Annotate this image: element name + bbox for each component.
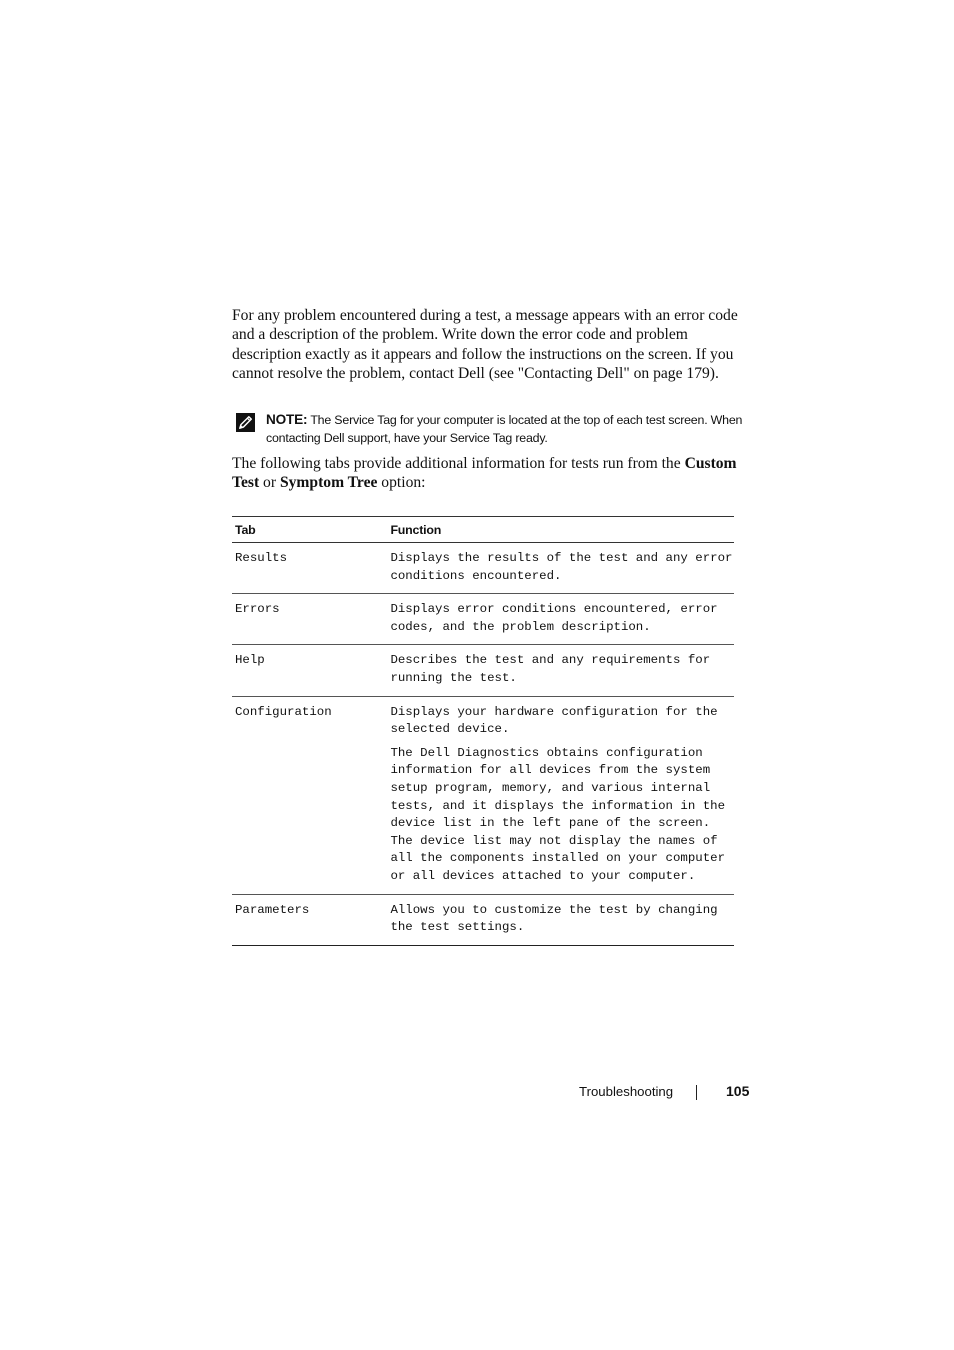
table-header-row <box>232 517 734 543</box>
row-function: Describes the test and any requirements for running the test. <box>387 645 734 696</box>
row-function: Allows you to customize the test by changing the test settings. <box>387 894 734 945</box>
footer-section-title: Troubleshooting <box>579 1084 674 1099</box>
footer-separator <box>696 1085 697 1100</box>
row-tab-parameters: Parameters <box>232 894 387 945</box>
row-function: Displays error conditions encountered, error codes, and the problem description. <box>387 594 734 645</box>
note-box <box>234 411 754 451</box>
row-function <box>387 696 734 894</box>
table-row <box>232 543 734 594</box>
pencil-note-icon <box>236 413 255 432</box>
tabs-table <box>232 516 734 946</box>
row-tab-help: Help <box>232 645 387 696</box>
row-tab-results: Results <box>232 543 387 594</box>
tabs-intro-after: option: <box>377 474 426 492</box>
row-function: Displays the results of the test and any error conditions encountered. <box>387 543 734 594</box>
table-row <box>232 645 734 696</box>
note-text <box>266 411 756 447</box>
tabs-intro-paragraph <box>232 454 752 493</box>
header-function: Function <box>387 517 734 543</box>
table-row <box>232 894 734 945</box>
row-function-main: Displays your hardware configuration for the selected device. <box>390 704 718 737</box>
symptom-tree-option: Symptom Tree <box>279 474 378 492</box>
custom-test-option: Custom Test <box>232 455 737 492</box>
tabs-intro-before: The following tabs provide additional information for tests run from the <box>232 455 685 472</box>
tabs-intro-middle: or <box>259 474 280 492</box>
row-tab-configuration: Configuration <box>232 696 387 894</box>
table-row <box>232 696 734 894</box>
row-tab-errors: Errors <box>232 594 387 645</box>
note-label: NOTE: <box>266 412 308 427</box>
intro-paragraph: For any problem encountered during a test, a message appears with an error code and a description of the problem. Write down the error code and problem description exactly as it appears and follow the instructions on the screen. If you cannot resolve the problem, contact Dell (see "Contacting Dell" on page 179). <box>232 307 738 382</box>
header-tab: Tab <box>232 517 387 543</box>
table-row <box>232 594 734 645</box>
note-body: The Service Tag for your computer is located at the top of each test screen. When contacting Dell support, have your Service Tag ready. <box>266 413 743 445</box>
row-function-extra: The Dell Diagnostics obtains configuration information for all devices from the system setup program, memory, and various internal tests, and it displays the information in the device list in the left pane of the screen. The device list may not display the names of all the components installed on your computer or all devices attached to your computer. <box>390 745 726 883</box>
page-number: 105 <box>726 1083 750 1099</box>
